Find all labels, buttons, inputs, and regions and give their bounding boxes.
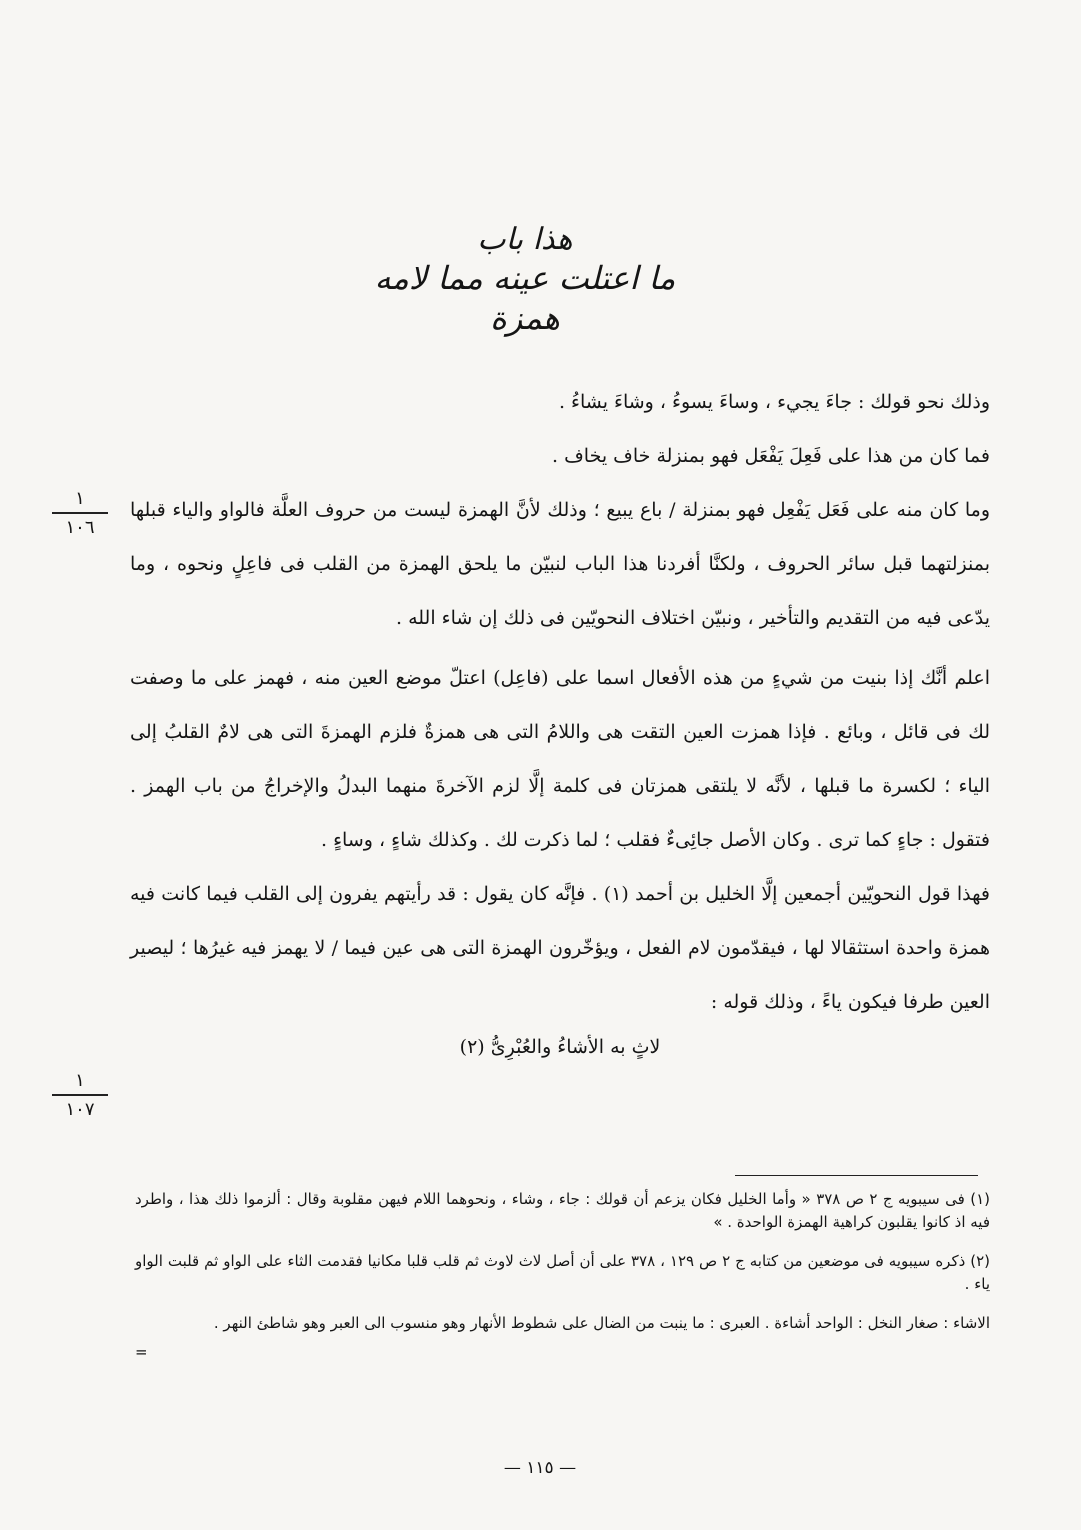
continuation-mark: = bbox=[135, 1343, 148, 1361]
margin-note-bottom: ١٠٦ bbox=[65, 517, 95, 538]
paragraph-3: وما كان منه على فَعَل يَفْعِل فهو بمنزلة / باع يبيع ؛ وذلك لأنَّ الهمزة ليست من حروف العلَّة فالواو والياء قبلها بمنزلتهما قبل سائر الحروف ، ولكنَّا أفردنا هذا الباب لنبيّن ما يلحق الهمزة من القلب فى فاعِلٍ ونحوه ، وما يدّعى فيه من التقديم والتأخير ، ونبيّن اختلاف النحويّين فى ذلك إن شاء الله . bbox=[130, 499, 990, 629]
chapter-title bbox=[360, 222, 690, 338]
title-line-1: هذا باب bbox=[477, 222, 573, 257]
footnote-separator bbox=[735, 1175, 978, 1176]
paragraph-4: اعلم أنَّك إذا بنيت من شيءٍ من هذه الأفعال اسما على (فاعِل) اعتلّ موضع العين منه ، فهمز على ما وصفت لك فى قائل ، وبائع . فإذا همزت العين التقت هى واللامُ التى هى همزةٌ فلزم الهمزةَ التى هى لامٌ القلبُ إلى الياء ؛ لكسرة ما قبلها ، لأنَّه لا يلتقى همزتان فى كلمة إلَّا لزم الآخرةَ منهما البدلُ والإخراجُ من باب الهمز . فتقول : جاءٍ كما ترى . وكان الأصل جائِىءٌ فقلب ؛ لما ذكرت لك . وكذلك شاءٍ ، وساءٍ . bbox=[130, 667, 990, 851]
title-line-2: ما اعتلت عينه مما لامه همزة bbox=[374, 259, 676, 337]
footnote-1: (١) فى سيبويه ج ٢ ص ٣٧٨ « وأما الخليل فكان يزعم أن قولك : جاء ، وشاء ، ونحوهما اللام فيهن مقلوبة وقال : ألزموا ذلك هذا ، واطرد فيه اذ كانوا يقلبون كراهية الهمزة الواحدة . » bbox=[135, 1190, 991, 1231]
body-text bbox=[130, 375, 990, 1065]
verse-line: لاثٍ به الأشاءُ والعُبْرِىُّ (٢) bbox=[459, 1036, 661, 1058]
paragraph-1: وذلك نحو قولك : جاءَ يجيء ، وساءَ يسوءُ ، وشاءَ يشاءُ . bbox=[558, 391, 990, 413]
paragraph-5: فهذا قول النحويّين أجمعين إلَّا الخليل بن أحمد (١) . فإنَّه كان يقول : قد رأيتهم يفرون إلى القلب فيما كانت فيه همزة واحدة استثقالا لها ، فيقدّمون لام الفعل ، ويؤخّرون الهمزة التى هى عين فيما / لا يهمز فيه غيرُها ؛ ليصير العين طرفا فيكون ياءً ، وذلك قوله : bbox=[130, 883, 990, 1013]
footnote-2: (٢) ذكره سيبويه فى موضعين من كتابه ج ٢ ص ١٢٩ ، ٣٧٨ على أن أصل لاث لاوث ثم قلب قلبا مكانيا فقدمت الثاء على الواو ثم قلبت الواو ياء . bbox=[135, 1252, 990, 1293]
margin-note-top: ١ bbox=[52, 1070, 108, 1096]
footnote-3: الاشاء : صغار النخل : الواحد أشاءة . العبرى : ما ينبت من الضال على شطوط الأنهار وهو منسوب الى العبر وهو شاطئ النهر . bbox=[213, 1314, 990, 1332]
margin-note-107 bbox=[52, 1070, 108, 1121]
margin-note-106 bbox=[52, 488, 108, 539]
footnotes bbox=[135, 1188, 990, 1364]
paragraph-2: فما كان من هذا على فَعِلَ يَفْعَل فهو بمنزلة خاف يخاف . bbox=[552, 445, 990, 467]
margin-note-top: ١ bbox=[52, 488, 108, 514]
margin-note-bottom: ١٠٧ bbox=[65, 1099, 95, 1120]
page-number: — ١١٥ — bbox=[503, 1458, 577, 1478]
